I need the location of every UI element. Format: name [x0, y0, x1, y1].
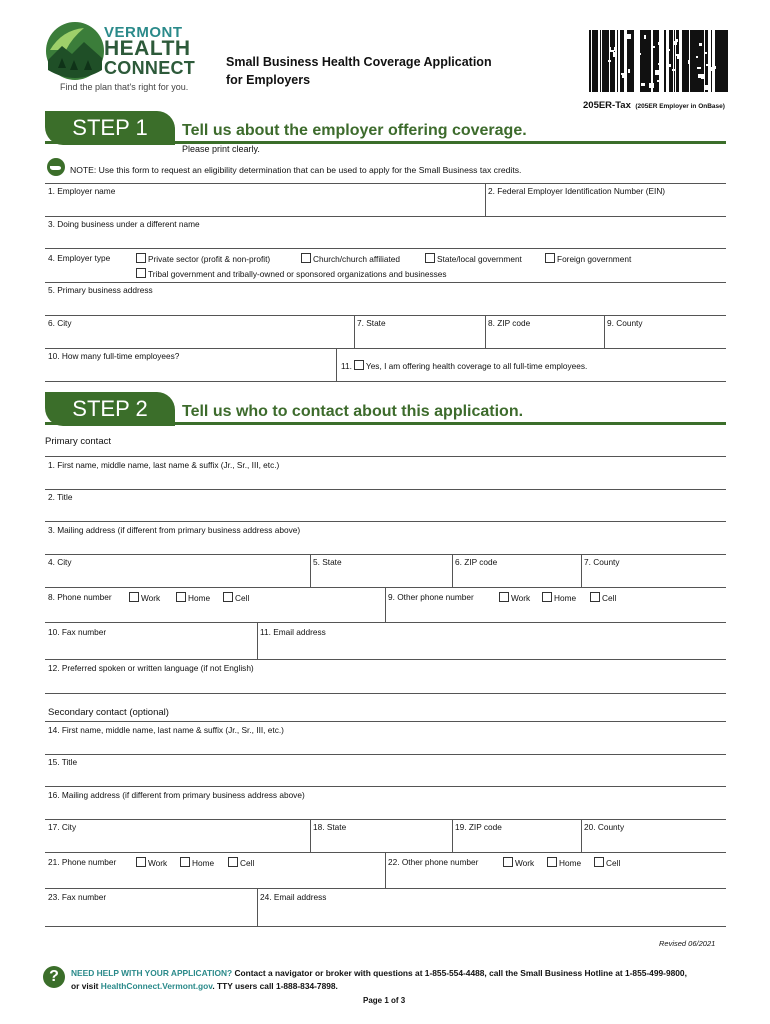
barcode — [588, 30, 728, 92]
s-other-cell-option[interactable] — [594, 857, 620, 868]
barcode-bar — [627, 30, 628, 92]
s-other-home-checkbox[interactable] — [547, 857, 557, 867]
business-address-field[interactable] — [45, 295, 726, 315]
barcode-gap — [705, 52, 707, 54]
s-phone-work-checkbox[interactable] — [136, 857, 146, 867]
s-state-label: 18. State — [313, 822, 347, 832]
p-phone-home-label: Home — [188, 593, 211, 603]
barcode-bar — [691, 30, 694, 92]
s-other-home-label: Home — [559, 858, 582, 868]
s-other-cell-checkbox[interactable] — [594, 857, 604, 867]
barcode-bar — [623, 30, 624, 92]
page-number: Page 1 of 3 — [363, 996, 406, 1005]
offering-coverage-number: 11. — [341, 361, 352, 371]
barcode-bar — [664, 30, 665, 92]
barcode-bar — [686, 30, 688, 92]
p-phone-home-checkbox[interactable] — [176, 592, 186, 602]
barcode-bar — [672, 30, 673, 92]
county-field[interactable] — [605, 328, 726, 348]
type-state-label: State/local government — [437, 254, 522, 264]
p-other-work-checkbox[interactable] — [499, 592, 509, 602]
s-other-phone-field[interactable] — [386, 869, 726, 888]
p-email-field[interactable] — [258, 637, 726, 659]
barcode-bar — [682, 30, 685, 92]
barcode-gap — [672, 69, 675, 71]
type-tribal-option[interactable] — [136, 268, 447, 279]
p-row2-top — [45, 489, 726, 490]
p-title-label: 2. Title — [48, 492, 73, 502]
p-other-home-option[interactable] — [542, 592, 576, 603]
barcode-bar — [643, 30, 644, 92]
s-zip-label: 19. ZIP code — [455, 822, 502, 832]
barcode-bar — [649, 30, 651, 92]
step1-tab: STEP 1 — [45, 111, 175, 145]
row4-top — [45, 282, 726, 283]
barcode-gap — [649, 83, 654, 88]
barcode-gap — [713, 61, 715, 64]
barcode-bar — [597, 30, 598, 92]
barcode-gap — [641, 83, 645, 86]
s-other-phone-label: 22. Other phone number — [388, 857, 479, 867]
s-other-work-checkbox[interactable] — [503, 857, 513, 867]
help-question-icon: ? — [43, 966, 65, 988]
zip-field[interactable] — [486, 328, 604, 348]
barcode-bar — [720, 30, 721, 92]
employer-type-label: 4. Employer type — [48, 253, 111, 263]
s-title-label: 15. Title — [48, 757, 78, 767]
s-fax-label: 23. Fax number — [48, 892, 107, 902]
county-label: 9. County — [607, 318, 643, 328]
barcode-bar — [715, 30, 717, 92]
city-label: 6. City — [48, 318, 72, 328]
row2-top — [45, 216, 726, 217]
barcode-bar — [726, 30, 728, 92]
logo-line-connect: CONNECT — [104, 58, 196, 78]
barcode-bar — [655, 30, 658, 92]
form-code-number: 205ER-Tax — [583, 100, 631, 111]
p-zip-label: 6. ZIP code — [455, 557, 498, 567]
type-private-label: Private sector (profit & non-profit) — [148, 254, 271, 264]
p-row3-top — [45, 521, 726, 522]
barcode-bar — [685, 30, 686, 92]
barcode-bar — [701, 30, 704, 92]
type-private-option[interactable] — [136, 253, 270, 264]
s-city-label: 17. City — [48, 822, 77, 832]
form-title-line2: for Employers — [226, 73, 311, 87]
p-state-field[interactable] — [311, 567, 452, 587]
type-foreign-option[interactable] — [545, 253, 631, 264]
barcode-gap — [696, 56, 698, 58]
barcode-bar — [629, 30, 631, 92]
p-county-label: 7. County — [584, 557, 620, 567]
row5-top — [45, 315, 726, 316]
s-email-field[interactable] — [258, 902, 726, 926]
p-other-home-label: Home — [554, 593, 577, 603]
p-other-cell-checkbox[interactable] — [590, 592, 600, 602]
barcode-graphic — [588, 30, 728, 92]
step2-title: Tell us who to contact about this application. — [182, 403, 524, 420]
s-mailing-field[interactable] — [45, 800, 726, 819]
dba-label: 3. Doing business under a different name — [48, 219, 200, 229]
offering-coverage-label: Yes, I am offering health coverage to all full-time employees. — [365, 361, 588, 371]
p-language-field[interactable] — [45, 673, 726, 693]
barcode-gap — [634, 62, 638, 64]
barcode-bar — [647, 30, 649, 92]
s-state-field[interactable] — [311, 832, 452, 852]
p-other-cell-label: Cell — [602, 593, 617, 603]
p-other-home-checkbox[interactable] — [542, 592, 552, 602]
employees-label: 10. How many full-time employees? — [48, 351, 180, 361]
type-private-checkbox[interactable] — [136, 253, 146, 263]
step2-tab: STEP 2 — [45, 392, 175, 426]
barcode-bar — [698, 30, 701, 92]
type-state-option[interactable] — [425, 253, 522, 264]
barcode-bar — [628, 30, 629, 92]
type-tribal-checkbox[interactable] — [136, 268, 146, 278]
barcode-gap — [705, 85, 708, 90]
barcode-gap — [658, 42, 661, 45]
barcode-gap — [673, 41, 677, 45]
s-county-field[interactable] — [582, 832, 726, 852]
s-row6-top — [45, 888, 726, 889]
barcode-bar — [590, 30, 591, 92]
barcode-gap — [697, 67, 701, 69]
offering-coverage-option[interactable] — [341, 360, 587, 371]
p-other-phone-label: 9. Other phone number — [388, 592, 474, 602]
s-phone-home-label: Home — [192, 858, 215, 868]
barcode-bar — [592, 30, 594, 92]
p-phone-work-label: Work — [141, 593, 161, 603]
employees-field[interactable] — [45, 361, 335, 381]
barcode-gap — [613, 52, 616, 57]
type-foreign-label: Foreign government — [557, 254, 632, 264]
p-title-field[interactable] — [45, 502, 726, 521]
type-church-option[interactable] — [301, 253, 400, 264]
p-other-work-option[interactable] — [499, 592, 530, 603]
barcode-bar — [631, 30, 632, 92]
state-field[interactable] — [355, 328, 485, 348]
barcode-gap — [706, 64, 708, 66]
s-row6-bottom — [45, 926, 726, 927]
p-fax-label: 10. Fax number — [48, 627, 107, 637]
note-text: NOTE: Use this form to request an eligibility determination that can be used to apply for the Small Business tax credits. — [70, 165, 522, 175]
s-other-home-option[interactable] — [547, 857, 581, 868]
s-mailing-label: 16. Mailing address (if different from primary business address above) — [48, 790, 305, 800]
barcode-bar — [674, 30, 675, 92]
s-county-label: 20. County — [584, 822, 625, 832]
s-phone-work-label: Work — [148, 858, 168, 868]
s-row4-top — [45, 819, 726, 820]
barcode-gap — [638, 65, 640, 69]
help-website-link[interactable]: HealthConnect.Vermont.gov — [100, 981, 213, 991]
barcode-gap — [677, 54, 680, 59]
logo-tagline: Find the plan that's right for you. — [60, 82, 189, 92]
barcode-bar — [717, 30, 720, 92]
type-state-checkbox[interactable] — [425, 253, 435, 263]
logo-line-vermont: VERMONT — [104, 24, 183, 41]
p-language-label: 12. Preferred spoken or written language (if not English) — [48, 663, 254, 673]
barcode-gap — [661, 47, 664, 51]
employer-name-field[interactable] — [45, 196, 485, 216]
p-mailing-field[interactable] — [45, 535, 726, 554]
row6-top — [45, 348, 726, 349]
barcode-bar — [665, 30, 666, 92]
p-other-phone-field[interactable] — [386, 604, 726, 622]
print-clearly-text: Please print clearly. — [182, 144, 260, 154]
barcode-bar — [602, 30, 604, 92]
row1-top — [45, 183, 726, 184]
revised-date: Revised 06/2021 — [659, 939, 716, 948]
p-name-label: 1. First name, middle name, last name & suffix (Jr., Sr., III, etc.) — [48, 460, 280, 470]
s-phone-field[interactable] — [45, 869, 385, 888]
step1-title: Tell us about the employer offering coverage. — [182, 122, 527, 139]
barcode-bar — [711, 30, 712, 92]
s-phone-home-option[interactable] — [180, 857, 214, 868]
barcode-bar — [670, 30, 671, 92]
help-line2 — [71, 981, 338, 991]
barcode-gap — [699, 43, 702, 46]
p-row7-bottom — [45, 693, 726, 694]
s-row2-top — [45, 754, 726, 755]
s-phone-cell-option[interactable] — [228, 857, 254, 868]
barcode-gap — [667, 49, 670, 51]
type-church-checkbox[interactable] — [301, 253, 311, 263]
barcode-gap — [608, 60, 611, 62]
p-row7-top — [45, 659, 726, 660]
barcode-gap — [658, 63, 663, 65]
type-church-label: Church/church affiliated — [313, 254, 401, 264]
barcode-bar — [721, 30, 724, 92]
barcode-bar — [632, 30, 634, 92]
type-tribal-label: Tribal government and tribally-owned or sponsored organizations and businesses — [148, 269, 447, 279]
barcode-gap — [614, 47, 617, 51]
secondary-contact-heading: Secondary contact (optional) — [48, 707, 169, 718]
barcode-gap — [644, 35, 646, 39]
help-visit-text: or visit — [71, 981, 101, 991]
barcode-gap — [622, 73, 626, 78]
barcode-bar — [613, 30, 615, 92]
p-phone-cell-option[interactable] — [223, 592, 249, 603]
s-email-label: 24. Email address — [260, 892, 327, 902]
barcode-bar — [622, 30, 623, 92]
p-phone-field[interactable] — [45, 604, 385, 622]
p-phone-label: 8. Phone number — [48, 592, 112, 602]
p-mailing-label: 3. Mailing address (if different from primary business address above) — [48, 525, 301, 535]
barcode-gap — [701, 74, 705, 79]
barcode-bar — [695, 30, 698, 92]
p-phone-home-option[interactable] — [176, 592, 210, 603]
barcode-bar — [694, 30, 695, 92]
barcode-bar — [724, 30, 726, 92]
barcode-gap — [638, 53, 641, 55]
barcode-bar — [589, 30, 590, 92]
barcode-gap — [652, 46, 655, 48]
employer-name-label: 1. Employer name — [48, 186, 116, 196]
barcode-bar — [705, 30, 708, 92]
s-row1-top — [45, 721, 726, 722]
barcode-gap — [610, 50, 614, 52]
p-zip-field[interactable] — [453, 567, 581, 587]
barcode-bar — [678, 30, 679, 92]
s-phone-cell-checkbox[interactable] — [228, 857, 238, 867]
help-heading: NEED HELP WITH YOUR APPLICATION? — [71, 968, 233, 978]
help-line1 — [71, 968, 687, 978]
p-fax-field[interactable] — [45, 637, 257, 659]
p-row6-top — [45, 622, 726, 623]
barcode-bar — [653, 30, 655, 92]
s-fax-field[interactable] — [45, 902, 257, 926]
city-field[interactable] — [45, 328, 354, 348]
barcode-bar — [671, 30, 672, 92]
barcode-gap — [657, 80, 660, 82]
barcode-bar — [642, 30, 643, 92]
barcode-gap — [688, 60, 690, 64]
barcode-bar — [594, 30, 597, 92]
s-phone-home-checkbox[interactable] — [180, 857, 190, 867]
p-row4-top — [45, 554, 726, 555]
barcode-bar — [658, 30, 659, 92]
s-phone-label: 21. Phone number — [48, 857, 117, 867]
help-tty-text: . TTY users call 1-888-834-7898. — [212, 981, 338, 991]
s-zip-field[interactable] — [453, 832, 581, 852]
type-foreign-checkbox[interactable] — [545, 253, 555, 263]
barcode-gap — [669, 64, 671, 67]
s-phone-cell-label: Cell — [240, 858, 255, 868]
s-other-work-label: Work — [515, 858, 535, 868]
barcode-gap — [628, 69, 630, 73]
p-city-field[interactable] — [45, 567, 310, 587]
barcode-bar — [617, 30, 618, 92]
barcode-bar — [611, 30, 613, 92]
s-phone-work-option[interactable] — [136, 857, 167, 868]
mountain-logo-icon — [44, 20, 106, 80]
vermont-health-connect-logo — [44, 20, 204, 96]
p-phone-cell-checkbox[interactable] — [223, 592, 233, 602]
help-contact-text: Contact a navigator or broker with questions at 1-855-554-4488, call the Small Business Hotline at 1-855-499-9800, — [232, 968, 687, 978]
row6-bottom — [45, 381, 726, 382]
barcode-gap — [713, 66, 716, 69]
ein-label: 2. Federal Employer Identification Number (EIN) — [488, 186, 666, 196]
form-code-note: (205ER Employer in OnBase) — [635, 103, 725, 110]
s-city-field[interactable] — [45, 832, 310, 852]
p-email-label: 11. Email address — [260, 627, 326, 637]
s-name-label: 14. First name, middle name, last name & suffix (Jr., Sr., III, etc.) — [48, 725, 284, 735]
p-other-work-label: Work — [511, 593, 531, 603]
barcode-gap — [609, 47, 611, 50]
barcode-bar — [600, 30, 601, 92]
business-address-label: 5. Primary business address — [48, 285, 153, 295]
state-label: 7. State — [357, 318, 386, 328]
p-phone-cell-label: Cell — [235, 593, 250, 603]
ein-field[interactable] — [486, 196, 726, 216]
p-name-field[interactable] — [45, 470, 726, 489]
zip-label: 8. ZIP code — [488, 318, 531, 328]
p-other-cell-option[interactable] — [590, 592, 616, 603]
s-title-field[interactable] — [45, 767, 726, 786]
p-phone-work-checkbox[interactable] — [129, 592, 139, 602]
barcode-bar — [620, 30, 622, 92]
p-state-label: 5. State — [313, 557, 342, 567]
barcode-bar — [640, 30, 642, 92]
primary-contact-heading: Primary contact — [45, 436, 111, 447]
p-phone-work-option[interactable] — [129, 592, 160, 603]
barcode-bar — [690, 30, 691, 92]
barcode-bar — [644, 30, 647, 92]
form-code — [583, 95, 725, 113]
barcode-bar — [604, 30, 606, 92]
s-other-cell-label: Cell — [606, 858, 621, 868]
p-county-field[interactable] — [582, 567, 726, 587]
s-name-field[interactable] — [45, 735, 726, 754]
note-hand-icon — [47, 158, 65, 176]
offering-coverage-checkbox[interactable] — [354, 360, 364, 370]
barcode-gap — [626, 34, 631, 39]
p-row1-top — [45, 456, 726, 457]
barcode-gap — [675, 54, 677, 56]
row6-div — [336, 348, 337, 381]
p-city-label: 4. City — [48, 557, 72, 567]
barcode-bar — [669, 30, 670, 92]
dba-field[interactable] — [45, 229, 726, 248]
logo-line-health: HEALTH — [104, 37, 191, 60]
form-title-line1: Small Business Health Coverage Application — [226, 55, 492, 69]
row3-top — [45, 248, 726, 249]
barcode-gap — [655, 70, 660, 75]
s-other-work-option[interactable] — [503, 857, 534, 868]
s-row3-top — [45, 786, 726, 787]
